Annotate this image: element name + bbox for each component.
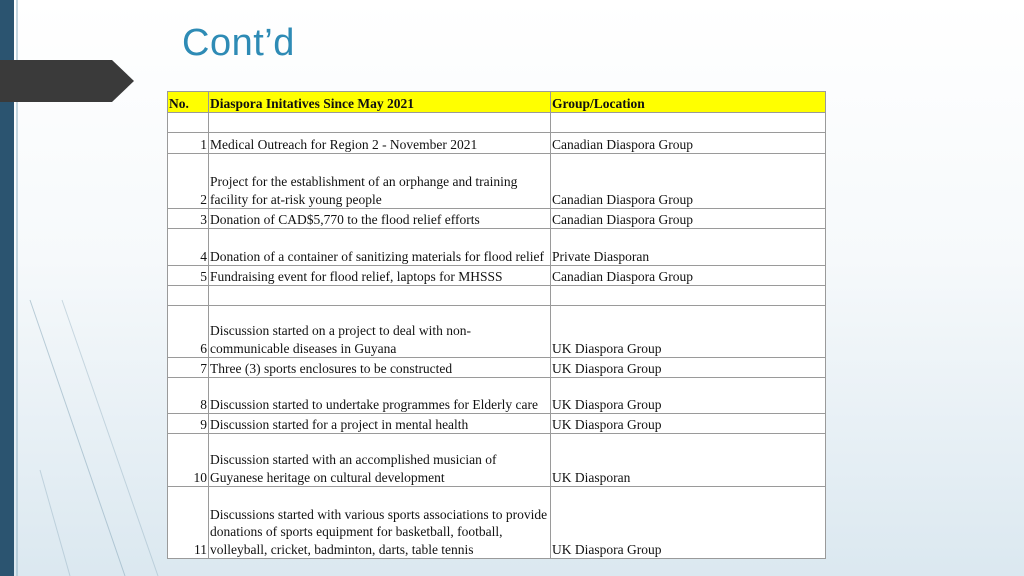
row-group: Private Diasporan: [551, 229, 826, 266]
row-number: [168, 113, 209, 133]
header-initiative: Diaspora Initatives Since May 2021: [209, 92, 551, 113]
row-group: UK Diaspora Group: [551, 306, 826, 358]
row-initiative: Project for the establishment of an orphange and training facility for at-risk young people: [209, 154, 551, 209]
header-group: Group/Location: [551, 92, 826, 113]
table-row: [168, 209, 826, 229]
row-number: 2: [168, 154, 209, 209]
row-group: UK Diaspora Group: [551, 378, 826, 414]
table-row: [168, 434, 826, 487]
table-header-row: [168, 92, 826, 113]
row-initiative: Medical Outreach for Region 2 - November 2021: [209, 133, 551, 154]
table-row: [168, 487, 826, 559]
row-initiative: [209, 113, 551, 133]
table-row: [168, 414, 826, 434]
row-group: UK Diaspora Group: [551, 487, 826, 559]
row-group: UK Diaspora Group: [551, 358, 826, 378]
table-row: [168, 378, 826, 414]
row-group: Canadian Diaspora Group: [551, 154, 826, 209]
table-row: [168, 286, 826, 306]
row-number: [168, 286, 209, 306]
row-initiative: [209, 286, 551, 306]
initiatives-table: [167, 91, 826, 559]
row-group: UK Diasporan: [551, 434, 826, 487]
table-row: [168, 358, 826, 378]
row-initiative: Donation of a container of sanitizing materials for flood relief: [209, 229, 551, 266]
row-group: [551, 113, 826, 133]
row-group: Canadian Diaspora Group: [551, 209, 826, 229]
table-row: [168, 306, 826, 358]
row-number: 8: [168, 378, 209, 414]
row-number: 4: [168, 229, 209, 266]
table-row: [168, 266, 826, 286]
row-group: [551, 286, 826, 306]
row-number: 5: [168, 266, 209, 286]
row-initiative: Discussions started with various sports associations to provide donations of sports equipment for basketball, football, volleyball, cricket, badminton, darts, table tennis: [209, 487, 551, 559]
arrow-shape: [0, 60, 134, 102]
row-group: Canadian Diaspora Group: [551, 133, 826, 154]
row-group: Canadian Diaspora Group: [551, 266, 826, 286]
row-initiative: Three (3) sports enclosures to be constructed: [209, 358, 551, 378]
row-number: 3: [168, 209, 209, 229]
row-initiative: Discussion started with an accomplished musician of Guyanese heritage on cultural development: [209, 434, 551, 487]
table-row: [168, 229, 826, 266]
table-row: [168, 133, 826, 154]
row-initiative: Fundraising event for flood relief, laptops for MHSSS: [209, 266, 551, 286]
header-no: No.: [168, 92, 209, 113]
row-number: 10: [168, 434, 209, 487]
row-initiative: Donation of CAD$5,770 to the flood relief efforts: [209, 209, 551, 229]
row-number: 7: [168, 358, 209, 378]
row-number: 1: [168, 133, 209, 154]
row-initiative: Discussion started on a project to deal with non-communicable diseases in Guyana: [209, 306, 551, 358]
row-initiative: Discussion started to undertake programmes for Elderly care: [209, 378, 551, 414]
slide-title: Cont’d: [182, 22, 295, 64]
row-number: 9: [168, 414, 209, 434]
row-number: 6: [168, 306, 209, 358]
table-row: [168, 154, 826, 209]
row-number: 11: [168, 487, 209, 559]
row-initiative: Discussion started for a project in mental health: [209, 414, 551, 434]
table-row: [168, 113, 826, 133]
row-group: UK Diaspora Group: [551, 414, 826, 434]
